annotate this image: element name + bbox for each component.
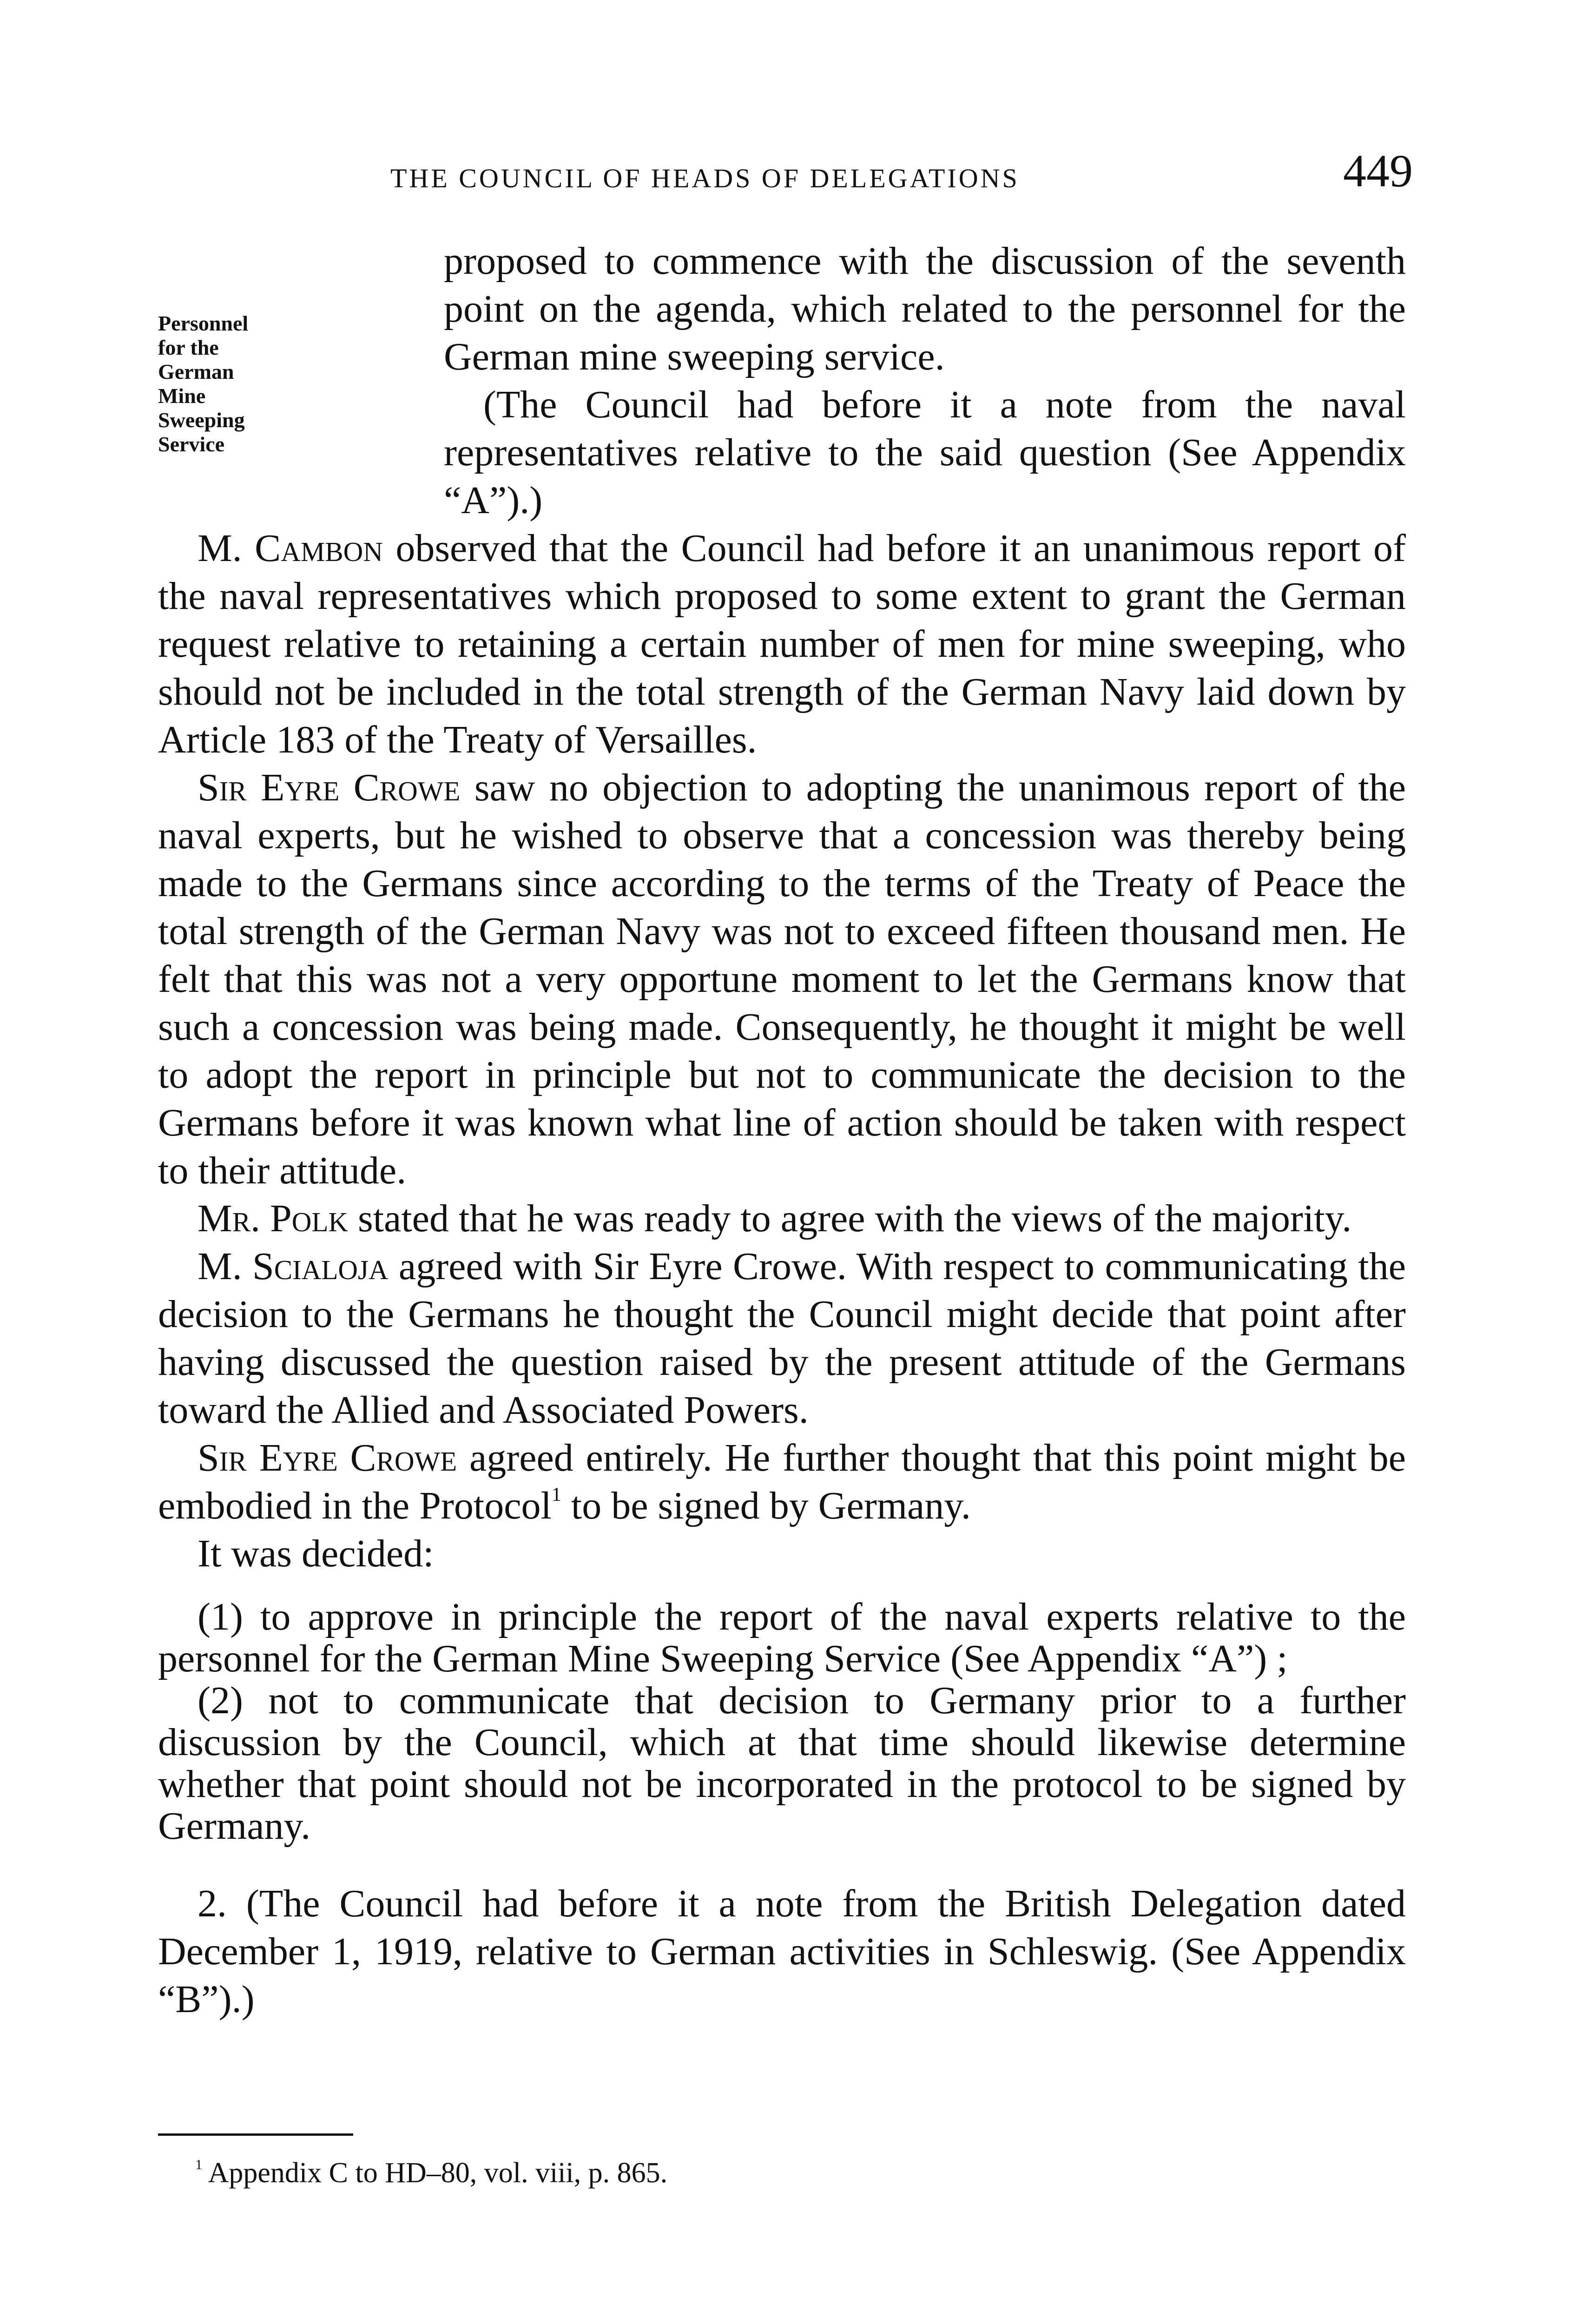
intro-note-paragraph: (The Council had before it a note from the naval representatives relative to the said question (See Appendix “A”).) bbox=[444, 383, 1406, 522]
speech-text: saw no objection to adopting the unanimous report of the naval experts, but he wished to observe that a concession was thereby being made to the Germans since according to the terms of the Treaty of Peace the total strength of the German Navy was not to exceed fifteen thousand men. He felt that this was not a very opportune moment to let the Germans know that such a concession was being made. Consequently, he thought it might be well to adopt the report in principle but not to communicate the decision to the Germans before it was known what line of action should be taken with respect to their attitude. bbox=[158, 766, 1406, 1192]
margin-note-line: Mine bbox=[158, 384, 206, 408]
margin-note-line: Service bbox=[158, 432, 225, 456]
speaker-name: Sir Eyre Crowe bbox=[198, 1436, 457, 1479]
footnote-text: Appendix C to HD–80, vol. viii, p. 865. bbox=[208, 2157, 668, 2189]
footnote-reference: 1 bbox=[551, 1484, 561, 1506]
page-number: 449 bbox=[1343, 145, 1413, 197]
margin-note-line: Personnel bbox=[158, 311, 249, 335]
cambon-paragraph bbox=[158, 524, 1406, 764]
speaker-name: M. Cambon bbox=[198, 527, 383, 570]
speaker-name: Sir Eyre Crowe bbox=[198, 766, 461, 809]
speech-text: stated that he was ready to agree with the views of the majority. bbox=[348, 1197, 1352, 1240]
margin-note-line: Sweeping bbox=[158, 408, 245, 432]
footnote bbox=[195, 2157, 667, 2190]
running-title: THE COUNCIL OF HEADS OF DELEGATIONS bbox=[390, 163, 1020, 193]
intro-paragraph: proposed to commence with the discussion of the seventh point on the agenda, which related to the personnel for the German mine sweeping service. bbox=[444, 239, 1406, 378]
decision-item-2: (2) not to communicate that decision to Germany prior to a further discussion by the Council, which at that time should likewise determine whether that point should not be incorporated in the protocol to be signed by Germany. bbox=[158, 1679, 1406, 1848]
speaker-name: Mr. Polk bbox=[198, 1197, 349, 1240]
crowe-paragraph bbox=[158, 764, 1406, 1195]
speech-text: agreed entirely. He further thought that this point might be embodied in the Protocol bbox=[158, 1436, 1406, 1527]
running-head bbox=[158, 144, 1413, 209]
decision-item-1: (1) to approve in principle the report of the naval experts relative to the personnel for the German Mine Sweeping Service (See Appendix “A”) ; bbox=[158, 1595, 1406, 1680]
item-2-paragraph: 2. (The Council had before it a note from the British Delegation dated December 1, 1919, relative to German activities in Schleswig. (See Appendix “B”).) bbox=[158, 1882, 1406, 2021]
speaker-name: M. Scialoja bbox=[198, 1245, 389, 1288]
margin-note-line: German bbox=[158, 360, 234, 383]
footnote-rule bbox=[158, 2133, 353, 2136]
crowe-second-paragraph bbox=[158, 1434, 1406, 1530]
speech-text: to be signed by Germany. bbox=[561, 1484, 971, 1527]
speech-text: agreed with Sir Eyre Crowe. With respect to communicating the decision to the Germans he thought the Council might decide that point after having discussed the question raised by the present attitude of the Germans toward the Allied and Associated Powers. bbox=[158, 1245, 1406, 1432]
polk-paragraph bbox=[158, 1195, 1406, 1242]
speech-text: observed that the Council had before it an unanimous report of the naval representatives which proposed to some extent to grant the German request relative to retaining a certain number of men for mine sweeping, who should not be included in the total strength of the German Navy laid down by Article 183 of the Treaty of Versailles. bbox=[158, 527, 1406, 761]
decided-line: It was decided: bbox=[198, 1532, 434, 1575]
scialoja-paragraph bbox=[158, 1242, 1406, 1434]
footnote-mark: 1 bbox=[195, 2156, 203, 2173]
body-text bbox=[158, 237, 1406, 2023]
margin-note-line: for the bbox=[158, 336, 219, 359]
